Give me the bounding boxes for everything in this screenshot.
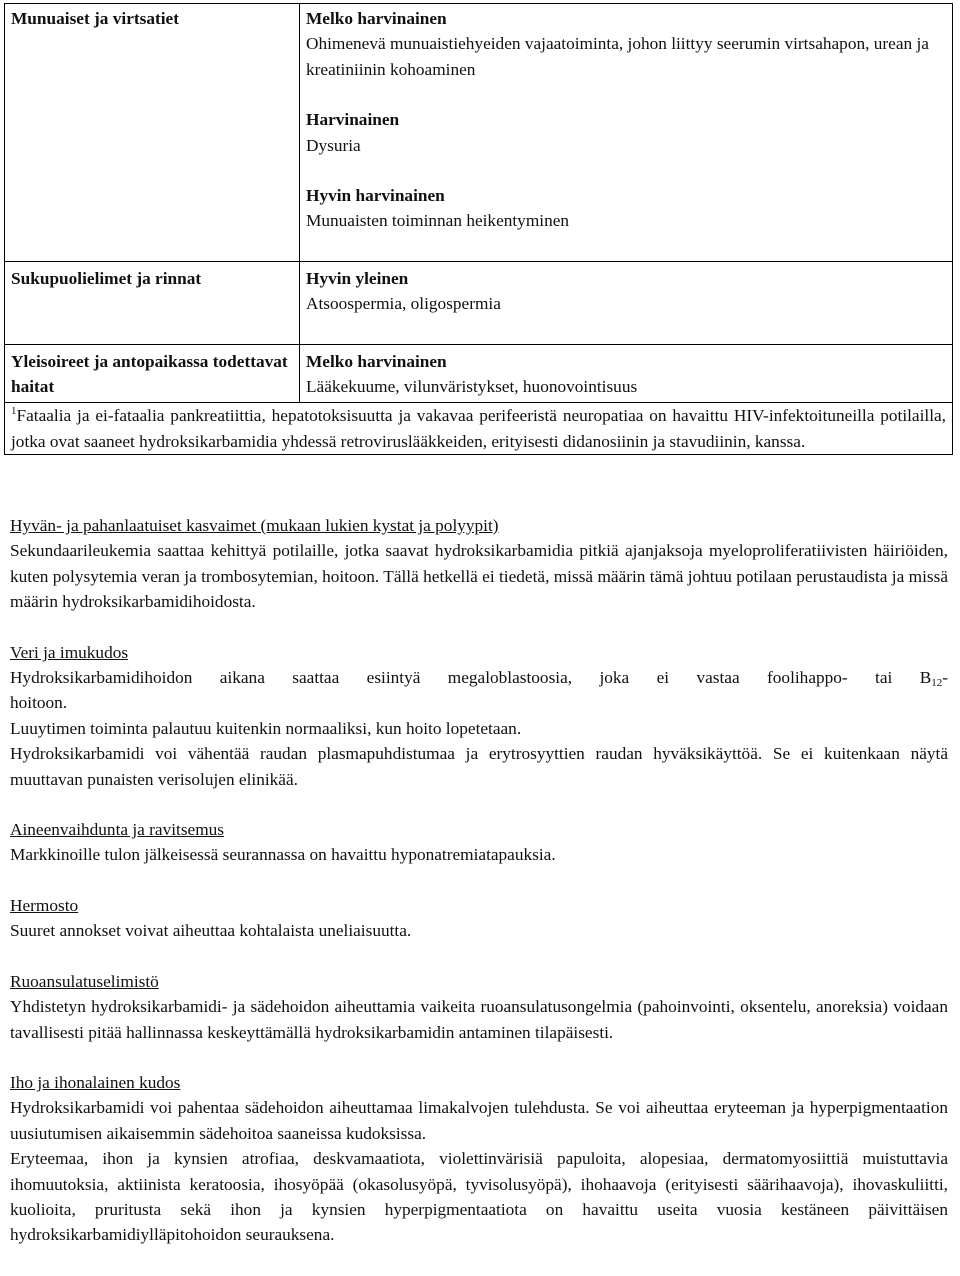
section-heading: Hermosto xyxy=(10,895,79,915)
table-footnote xyxy=(11,403,946,454)
section-heading: Ruoansulatuselimistö xyxy=(10,971,159,991)
section-paragraph: Markkinoille tulon jälkeisessä seurannassa on havaittu hyponatremiatapauksia. xyxy=(10,845,556,865)
paragraph-text: - xyxy=(942,668,948,688)
effect-description: Atsoospermia, oligospermia xyxy=(306,294,501,314)
section-neoplasms xyxy=(10,513,948,615)
organ-class-cell xyxy=(5,344,300,403)
section-paragraph: Eryteemaa, ihon ja kynsien atrofiaa, deskvamaatiota, violettinvärisiä papuloita, alopesiaa, dermatomyosiittiä muistuttavia ihomuutoksia, aktiinista keratoosia, ihosyöpää (okasolusyöpä, tyvisolusyöpä), ihohaavoja (erityisesti säärihaavoja), ihovaskuliitti, kuolioita, pruritusta sekä ihon ja kynsien hyperpigmentaatiota on havaittu useita vuosia kestäneen päivittäisen hydroksikarbamidiylläpitohoidon seurauksena. xyxy=(10,1149,948,1245)
footnote-text: Fataalia ja ei-fataalia pankreatiittia, hepatotoksisuutta ja vakavaa perifeeristä neuropatiaa on havaittu HIV-infektoituneilla potilailla, jotka ovat saaneet hydroksikarbamidia yhdessä retroviruslääkkeiden, erityisesti didanosiinin ja stavudiinin, kanssa. xyxy=(11,406,946,451)
frequency-cell xyxy=(300,261,953,344)
section-metabolism xyxy=(10,817,948,868)
section-paragraph: Yhdistetyn hydroksikarbamidi- ja sädehoidon aiheuttamia vaikeita ruoansulatusongelmia (pahoinvointi, oksentelu, anoreksia) voidaan tavallisesti pitää hallinnassa keskeyttämällä hydroksikarbamidin antaminen tilapäisesti. xyxy=(10,997,948,1042)
paragraph-text: Hydroksikarbamidihoidon aikana saattaa esiintyä megaloblastoosia, joka ei vastaa foolihappo- tai B xyxy=(10,668,932,688)
section-nervous-system xyxy=(10,893,948,944)
section-skin xyxy=(10,1070,948,1248)
section-paragraph: Hydroksikarbamidi voi vähentää raudan plasmapuhdistumaa ja erytrosyyttien raudan hyväksikäyttöä. Se ei kuitenkaan näytä muuttavan punaisten verisolujen elinikää. xyxy=(10,744,948,789)
section-heading: Hyvän- ja pahanlaatuiset kasvaimet (mukaan lukien kystat ja polyypit) xyxy=(10,516,499,535)
frequency-label: Melko harvinainen xyxy=(306,351,447,371)
section-heading: Iho ja ihonalainen kudos xyxy=(10,1072,181,1092)
effect-description: Lääkekuume, vilunväristykset, huonovointisuus xyxy=(306,377,638,397)
table-row xyxy=(5,4,953,262)
frequency-label: Melko harvinainen xyxy=(306,9,447,28)
effect-description: Ohimenevä munuaistiehyeiden vajaatoiminta, johon liittyy seerumin virtsahapon, urean ja kreatiniinin kohoaminen xyxy=(306,34,929,79)
frequency-cell xyxy=(300,344,953,403)
frequency-cell xyxy=(300,4,953,262)
section-blood xyxy=(10,640,948,792)
section-paragraph: Luuytimen toiminta palautuu kuitenkin normaaliksi, kun hoito lopetetaan. xyxy=(10,718,522,738)
frequency-label: Hyvin harvinainen xyxy=(306,186,445,206)
organ-class-cell xyxy=(5,261,300,344)
section-heading: Aineenvaihdunta ja ravitsemus xyxy=(10,820,225,840)
section-heading: Veri ja imukudos xyxy=(10,642,129,662)
footnote-marker: 1 xyxy=(11,405,17,418)
effect-description: Munuaisten toiminnan heikentyminen xyxy=(306,211,570,231)
organ-class-label: Sukupuolielimet ja rinnat xyxy=(11,268,202,288)
vitamin-subscript: 12 xyxy=(931,677,943,690)
section-paragraph: Hydroksikarbamidi voi pahentaa sädehoidon aiheuttamaa limakalvojen tulehdusta. Se voi aiheuttaa eryteeman ja hyperpigmentaation uusiutumisen aikaisemmin sädehoitoa saaneissa kudoksissa. xyxy=(10,1098,948,1143)
table-footnote-row xyxy=(5,403,953,455)
section-paragraph: Sekundaarileukemia saattaa kehittyä potilaille, jotka saavat hydroksikarbamidia pitkiä ajanjaksoja myeloproliferatiivisten häiriöiden, kuten polysytemia veran ja trombosytemian, hoitoon. Tällä hetkellä ei tiedetä, missä määrin tämä johtuu potilaan perustaudista ja missä määrin hydroksikarbamidihoidosta. xyxy=(10,541,948,612)
section-gastrointestinal xyxy=(10,969,948,1045)
organ-class-cell xyxy=(5,4,300,262)
frequency-label: Hyvin yleinen xyxy=(306,268,409,288)
body-text xyxy=(10,513,948,1248)
organ-class-label: Yleisoireet ja antopaikassa todettavat haitat xyxy=(11,351,288,397)
footnote-cell xyxy=(5,403,953,455)
effect-description: Dysuria xyxy=(306,135,361,155)
frequency-label: Harvinainen xyxy=(306,110,400,130)
adverse-effects-table xyxy=(4,3,953,455)
section-paragraph: Suuret annokset voivat aiheuttaa kohtalaista uneliaisuutta. xyxy=(10,921,412,941)
table-row xyxy=(5,344,953,403)
table-row xyxy=(5,261,953,344)
section-paragraph xyxy=(10,665,948,690)
organ-class-label: Munuaiset ja virtsatiet xyxy=(11,9,179,28)
section-paragraph: hoitoon. xyxy=(10,693,68,713)
